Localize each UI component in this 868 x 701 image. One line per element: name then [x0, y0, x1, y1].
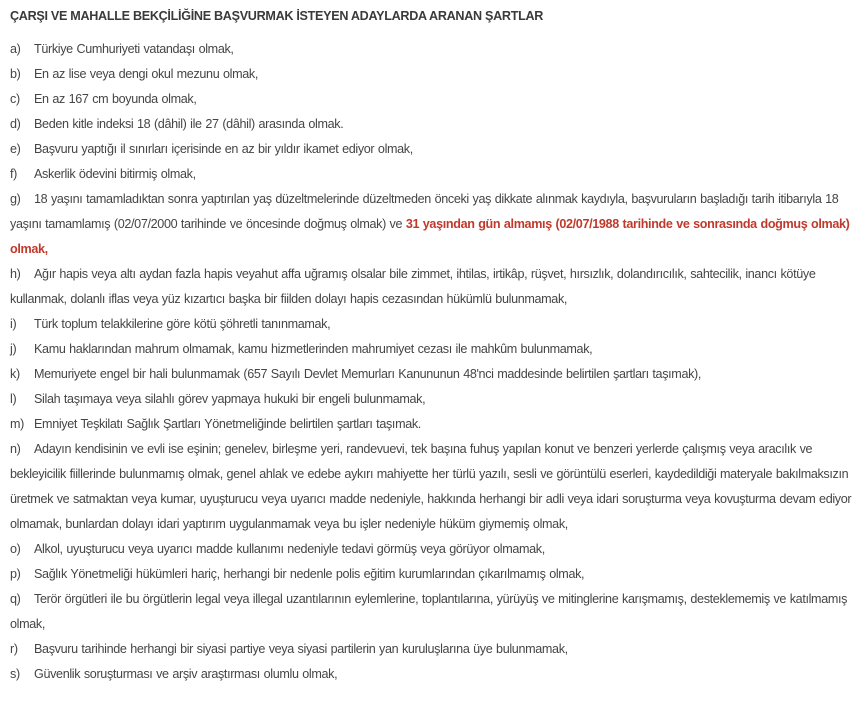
item-letter: h) — [10, 267, 21, 281]
list-item — [10, 137, 856, 162]
age-limit-highlight: 31 yaşından gün almamış (02/07/1988 tarihinde ve sonrasında doğmuş olmak) olmak, — [10, 217, 850, 256]
list-item — [10, 437, 856, 537]
item-text: Sağlık Yönetmeliği hükümleri hariç, herhangi bir nedenle polis eğitim kurumlarından çıkarılmamış olmak, — [34, 567, 585, 581]
item-text: Emniyet Teşkilatı Sağlık Şartları Yönetmeliğinde belirtilen şartları taşımak. — [34, 417, 421, 431]
item-letter: j) — [10, 342, 17, 356]
page-title: ÇARŞI VE MAHALLE BEKÇİLİĞİNE BAŞVURMAK İSTEYEN ADAYLARDA ARANAN ŞARTLAR — [10, 9, 544, 23]
list-item — [10, 62, 856, 87]
item-text: Güvenlik soruşturması ve arşiv araştırması olumlu olmak, — [34, 667, 338, 681]
item-letter: b) — [10, 67, 21, 81]
list-item — [10, 562, 856, 587]
item-text: Ağır hapis veya altı aydan fazla hapis veyahut affa uğramış olsalar bile zimmet, ihtilas, irtikâp, rüşvet, hırsızlık, dolandırıcılık, sahtecilik, inancı kötüye kullanmak, dolanlı iflas veya yüz kızartıcı başka bir fiilden dolayı hapis cezasından hükümlü bulunmamak, — [10, 267, 816, 306]
item-text: Başvuru tarihinde herhangi bir siyasi partiye veya siyasi partilerin yan kuruluşlarına üye bulunmamak, — [34, 642, 568, 656]
item-text: Türk toplum telakkilerine göre kötü şöhretli tanınmamak, — [34, 317, 331, 331]
item-letter: e) — [10, 142, 21, 156]
list-item — [10, 37, 856, 62]
list-item — [10, 262, 856, 312]
list-item — [10, 537, 856, 562]
item-letter: m) — [10, 417, 24, 431]
item-text: En az 167 cm boyunda olmak, — [34, 92, 197, 106]
list-item — [10, 662, 856, 687]
list-item — [10, 387, 856, 412]
item-text: Memuriyete engel bir hali bulunmamak (657 Sayılı Devlet Memurları Kanununun 48'nci maddesinde belirtilen şartları taşımak), — [34, 367, 702, 381]
item-text: Askerlik ödevini bitirmiş olmak, — [34, 167, 196, 181]
item-letter: a) — [10, 42, 21, 56]
item-letter: k) — [10, 367, 20, 381]
item-letter: r) — [10, 642, 18, 656]
item-text: Silah taşımaya veya silahlı görev yapmaya hukuki bir engeli bulunmamak, — [34, 392, 426, 406]
item-letter: q) — [10, 592, 21, 606]
item-letter: o) — [10, 542, 21, 556]
item-letter: g) — [10, 192, 21, 206]
item-letter: i) — [10, 317, 17, 331]
item-letter: c) — [10, 92, 20, 106]
item-text: Başvuru yaptığı il sınırları içerisinde en az bir yıldır ikamet ediyor olmak, — [34, 142, 413, 156]
item-letter: l) — [10, 392, 17, 406]
item-letter: s) — [10, 667, 20, 681]
item-text: 18 yaşını tamamladıktan sonra yaptırılan yaş düzeltmelerinde düzeltmeden önceki yaş dikkate alınmak kaydıyla, başvuruların başladığı tarih itibarıyla 18 yaşını tamamlamış (02/07/2000 tarihinde ve öncesinde doğmuş olmak) ve — [10, 192, 839, 231]
list-item — [10, 187, 856, 262]
list-item — [10, 162, 856, 187]
item-letter: n) — [10, 442, 21, 456]
list-item — [10, 112, 856, 137]
item-text: En az lise veya dengi okul mezunu olmak, — [34, 67, 259, 81]
list-item — [10, 637, 856, 662]
item-letter: p) — [10, 567, 21, 581]
item-text: Terör örgütleri ile bu örgütlerin legal veya illegal uzantılarının eylemlerine, toplantılarına, yürüyüş ve mitinglerine karışmamış, desteklememiş ve katılmamış olmak, — [10, 592, 848, 631]
list-item — [10, 587, 856, 637]
list-item — [10, 362, 856, 387]
requirements-list — [10, 37, 856, 687]
list-item — [10, 337, 856, 362]
item-text: Türkiye Cumhuriyeti vatandaşı olmak, — [34, 42, 234, 56]
item-text: Kamu haklarından mahrum olmamak, kamu hizmetlerinden mahrumiyet cezası ile mahkûm bulunmamak, — [34, 342, 593, 356]
list-item — [10, 412, 856, 437]
item-letter: d) — [10, 117, 21, 131]
list-item — [10, 87, 856, 112]
list-item — [10, 312, 856, 337]
item-text: Adayın kendisinin ve evli ise eşinin; genelev, birleşme yeri, randevuevi, tek başına fuhuş yapılan konut ve benzeri yerlerde çalışmış veya aracılık ve bekleyicilik fiillerinde bulunmamış olmak, genel ahlak ve edebe aykırı mahiyette her türlü yazılı, sesli ve görüntülü eserleri, kaydedildiği materyale bakılmaksızın üretmek ve satmaktan veya kumar, uyuşturucu veya uyarıcı madde nedeniyle, hakkında herhangi bir adli veya idari soruşturma veya kovuşturma devam ediyor olmamak, bunlardan dolayı idari yaptırım uygulanmamak veya bu işler nedeniyle hüküm giymemiş olmak, — [10, 442, 852, 531]
item-letter: f) — [10, 167, 17, 181]
item-text: Alkol, uyuşturucu veya uyarıcı madde kullanımı nedeniyle tedavi görmüş veya görüyor olmamak, — [34, 542, 545, 556]
item-text: Beden kitle indeksi 18 (dâhil) ile 27 (dâhil) arasında olmak. — [34, 117, 344, 131]
